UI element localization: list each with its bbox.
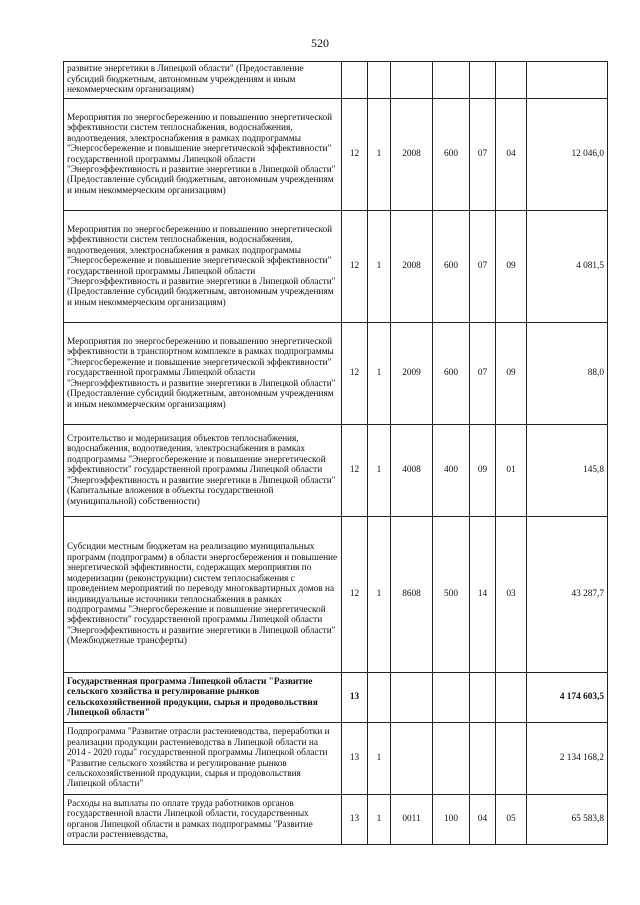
row-subsection: 09 <box>496 211 527 323</box>
row-amount: 4 174 603,5 <box>527 673 608 723</box>
row-section: 07 <box>470 99 496 211</box>
row-program-code: 1 <box>368 99 391 211</box>
row-amount: 145,8 <box>527 425 608 517</box>
row-program-code: 1 <box>368 795 391 845</box>
row-description: Строительство и модернизация объектов теплоснабжения, водоснабжения, водоотведения, электроснабжения в рамках подпрограммы "Энергосбережение и повышение энергетической эффективности" государственной программы Липецкой области "Энергоэффективность и развитие энергетики в Липецкой области" (Капитальные вложения в объекты государственной (муниципальной) собственности) <box>64 425 342 517</box>
row-expense-type <box>433 62 470 99</box>
row-ministry-code: 12 <box>342 99 368 211</box>
row-program-code: 1 <box>368 723 391 795</box>
row-amount: 4 081,5 <box>527 211 608 323</box>
row-ministry-code: 12 <box>342 425 368 517</box>
row-subsection: 01 <box>496 425 527 517</box>
row-ministry-code: 13 <box>342 795 368 845</box>
row-program-code <box>368 62 391 99</box>
row-subsection <box>496 62 527 99</box>
row-target-article <box>391 673 433 723</box>
row-subsection: 03 <box>496 517 527 673</box>
row-expense-type: 600 <box>433 211 470 323</box>
row-description: Субсидии местным бюджетам на реализацию муниципальных программ (подпрограмм) в области энергосбережения и повышение энергетической эффективности, содержащих мероприятия по модернизации (реконструкции) систем теплоснабжения с проведением мероприятий по переводу многоквартирных домов на индивидуальные источники теплоснабжения в рамках подпрограммы "Энергосбережение и повышение энергетической эффективности" государственной программы Липецкой области "Энергоэффективность и развитие энергетики в Липецкой области" (Межбюджетные трансферты) <box>64 517 342 673</box>
row-section: 07 <box>470 323 496 425</box>
row-expense-type: 400 <box>433 425 470 517</box>
row-ministry-code: 12 <box>342 211 368 323</box>
table-row <box>64 62 608 99</box>
row-program-code: 1 <box>368 517 391 673</box>
table-row <box>64 795 608 845</box>
row-section <box>470 62 496 99</box>
row-description: Мероприятия по энергосбережению и повышению энергетической эффективности в транспортном комплексе в рамках подпрограммы "Энергосбережение и повышение энергетической эффективности" государственной программы Липецкой области "Энергоэффективность и развитие энергетики в Липецкой области" (Предоставление субсидий бюджетным, автономным учреждениям и иным некоммерческим организациям) <box>64 323 342 425</box>
row-subsection <box>496 723 527 795</box>
row-subsection: 09 <box>496 323 527 425</box>
row-amount: 12 046,0 <box>527 99 608 211</box>
row-description: Мероприятия по энергосбережению и повышению энергетической эффективности систем теплоснабжения, водоснабжения, водоотведения, электроснабжения в рамках подпрограммы "Энергосбережение и повышение энергетической эффективности" государственной программы Липецкой области "Энергоэффективность и развитие энергетики в Липецкой области" (Предоставление субсидий бюджетным, автономным учреждениям и иным некоммерческим организациям) <box>64 211 342 323</box>
row-target-article <box>391 723 433 795</box>
row-description: Подпрограмма "Развитие отрасли растениеводства, переработки и реализации продукции растениеводства в Липецкой области на 2014 - 2020 годы" государственной программы Липецкой области "Развитие сельского хозяйства и регулирование рынков сельскохозяйственной продукции, сырья и продовольствия Липецкой области" <box>64 723 342 795</box>
budget-table <box>63 61 608 845</box>
table-row <box>64 99 608 211</box>
page-number: 520 <box>311 36 329 50</box>
row-expense-type: 500 <box>433 517 470 673</box>
row-ministry-code: 13 <box>342 673 368 723</box>
row-amount: 2 134 168,2 <box>527 723 608 795</box>
row-description: Государственная программа Липецкой области "Развитие сельского хозяйства и регулирование рынков сельскохозяйственной продукции, сырья и продовольствия Липецкой области" <box>64 673 342 723</box>
row-target-article: 8608 <box>391 517 433 673</box>
row-ministry-code <box>342 62 368 99</box>
row-section: 07 <box>470 211 496 323</box>
row-target-article: 2009 <box>391 323 433 425</box>
table-row <box>64 211 608 323</box>
table-row <box>64 425 608 517</box>
row-expense-type <box>433 673 470 723</box>
table-row <box>64 723 608 795</box>
row-target-article: 0011 <box>391 795 433 845</box>
row-section: 14 <box>470 517 496 673</box>
row-subsection: 04 <box>496 99 527 211</box>
row-expense-type: 100 <box>433 795 470 845</box>
row-program-code: 1 <box>368 425 391 517</box>
row-ministry-code: 13 <box>342 723 368 795</box>
row-amount <box>527 62 608 99</box>
row-amount: 88,0 <box>527 323 608 425</box>
row-description: Расходы на выплаты по оплате труда работников органов государственной власти Липецкой области, государственных органов Липецкой области в рамках подпрограммы "Развитие отрасли растениеводства, <box>64 795 342 845</box>
row-section <box>470 723 496 795</box>
table-row <box>64 323 608 425</box>
row-description: Мероприятия по энергосбережению и повышению энергетической эффективности систем теплоснабжения, водоснабжения, водоотведения, электроснабжения в рамках подпрограммы "Энергосбережение и повышение энергетической эффективности" государственной программы Липецкой области "Энергоэффективность и развитие энергетики в Липецкой области" (Предоставление субсидий бюджетным, автономным учреждениям и иным некоммерческим организациям) <box>64 99 342 211</box>
row-amount: 43 287,7 <box>527 517 608 673</box>
table-row <box>64 673 608 723</box>
row-section <box>470 673 496 723</box>
row-section: 09 <box>470 425 496 517</box>
table-row <box>64 517 608 673</box>
row-expense-type <box>433 723 470 795</box>
row-ministry-code: 12 <box>342 517 368 673</box>
row-program-code: 1 <box>368 211 391 323</box>
row-target-article <box>391 62 433 99</box>
row-target-article: 4008 <box>391 425 433 517</box>
row-description: развитие энергетики в Липецкой области" (Предоставление субсидий бюджетным, автономным учреждениям и иным некоммерческим организациям) <box>64 62 342 99</box>
row-subsection <box>496 673 527 723</box>
row-ministry-code: 12 <box>342 323 368 425</box>
row-program-code: 1 <box>368 323 391 425</box>
row-amount: 65 583,8 <box>527 795 608 845</box>
row-subsection: 05 <box>496 795 527 845</box>
row-target-article: 2008 <box>391 99 433 211</box>
row-target-article: 2008 <box>391 211 433 323</box>
row-section: 04 <box>470 795 496 845</box>
row-expense-type: 600 <box>433 323 470 425</box>
row-expense-type: 600 <box>433 99 470 211</box>
row-program-code <box>368 673 391 723</box>
